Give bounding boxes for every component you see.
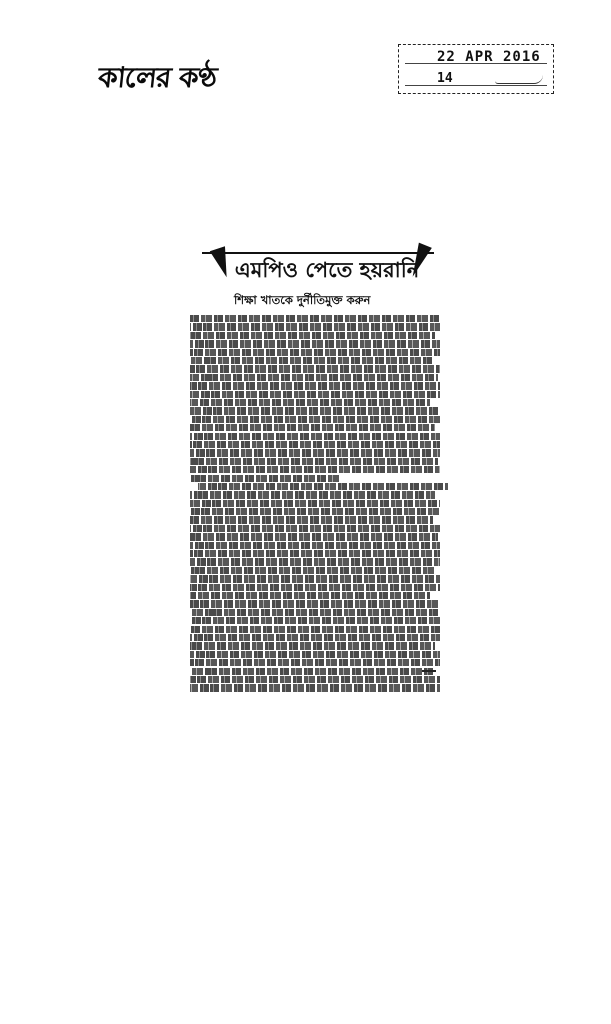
body-text-line — [190, 609, 438, 616]
body-text-line — [190, 433, 440, 440]
body-text-line — [190, 651, 440, 658]
article-body — [190, 314, 448, 692]
body-text-line — [190, 600, 440, 607]
article-subheadline: শিক্ষা খাতকে দুর্নীতিমুক্ত করুন — [234, 293, 371, 307]
article-headline: এমপিও পেতে হয়রানি — [234, 257, 420, 282]
body-text-line — [190, 424, 435, 431]
body-text-line — [190, 668, 433, 675]
body-text-line — [190, 676, 440, 683]
body-text-line — [190, 634, 440, 641]
body-text-line — [190, 349, 440, 356]
body-text-line — [190, 391, 440, 398]
body-text-line — [190, 508, 440, 515]
body-text-line — [190, 642, 435, 649]
body-text-line — [190, 399, 430, 406]
body-text-line — [190, 567, 435, 574]
body-text-line — [190, 449, 440, 456]
body-text-line — [190, 500, 440, 507]
body-text-line — [190, 323, 440, 330]
body-text-line — [190, 441, 440, 448]
body-text-line — [190, 659, 440, 666]
body-text-line — [190, 365, 440, 372]
stamp-handwritten-mark — [495, 75, 543, 84]
body-text-line — [190, 684, 440, 691]
body-text-line — [190, 407, 440, 414]
article-clipping — [190, 240, 448, 700]
article-end-rule — [422, 670, 436, 672]
archive-date-stamp — [398, 44, 554, 94]
body-text-line — [190, 525, 440, 532]
body-text-line — [190, 416, 440, 423]
body-text-line — [190, 458, 438, 465]
body-text-line — [190, 382, 440, 389]
body-text-line — [190, 315, 440, 322]
newspaper-masthead: কালের কণ্ঠ — [96, 61, 218, 94]
body-text-line — [190, 542, 440, 549]
body-text-line — [190, 558, 440, 565]
body-text-line — [190, 584, 440, 591]
body-text-line — [190, 533, 438, 540]
stamp-rule — [405, 85, 547, 86]
body-text-line — [190, 491, 435, 498]
body-text-line — [190, 466, 440, 473]
body-text-line — [190, 516, 433, 523]
body-text-line — [190, 340, 440, 347]
body-text-line — [190, 575, 440, 582]
body-text-line — [190, 617, 440, 624]
body-text-line — [190, 374, 438, 381]
body-text-line — [190, 592, 430, 599]
body-text-line — [190, 332, 435, 339]
body-text-line — [190, 357, 433, 364]
stamp-date: 22 APR 2016 — [437, 49, 541, 65]
stamp-page-number: 14 — [437, 71, 453, 86]
body-text-line — [190, 475, 340, 482]
body-text-line — [198, 483, 448, 490]
body-text-line — [190, 550, 440, 557]
body-text-line — [190, 626, 440, 633]
